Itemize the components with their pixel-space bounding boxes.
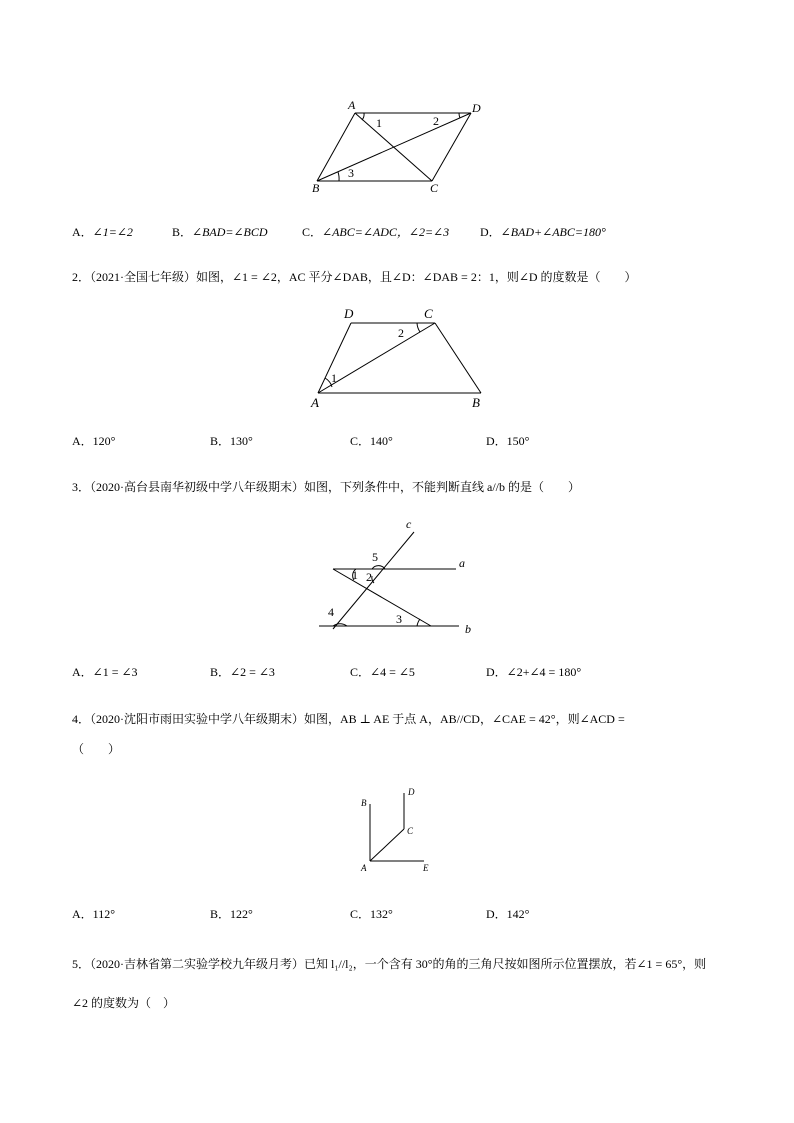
q4-options bbox=[72, 905, 752, 925]
label-B: B bbox=[312, 181, 320, 195]
q4-bracket: （ ） bbox=[72, 742, 121, 756]
q1-options bbox=[72, 223, 752, 243]
angle-3-label: 3 bbox=[396, 612, 402, 626]
angle-1-label: 1 bbox=[376, 116, 382, 130]
label-b: b bbox=[465, 622, 471, 636]
q2-option-b[interactable]: B．130° bbox=[210, 434, 253, 448]
label-c: c bbox=[406, 517, 412, 531]
q3-options bbox=[72, 663, 752, 683]
label-E: E bbox=[423, 863, 429, 873]
q3-option-a[interactable]: A．∠1 = ∠3 bbox=[72, 665, 138, 679]
q2-text: 2．（2021·全国七年级）如图，∠1 = ∠2，AC 平分∠DAB，且∠D：∠DAB = 2：1，则∠D 的度数是（ ） bbox=[72, 270, 637, 284]
label-a: a bbox=[459, 556, 465, 570]
q3-option-b[interactable]: B．∠2 = ∠3 bbox=[210, 665, 275, 679]
q1-option-a[interactable]: A．∠1=∠2 bbox=[72, 225, 133, 239]
figure-perpendicular bbox=[355, 785, 435, 875]
label-A: A bbox=[348, 98, 356, 112]
angle-1-label: 1 bbox=[352, 568, 358, 582]
angle-1-label: 1 bbox=[331, 371, 337, 385]
q4-option-a[interactable]: A．112° bbox=[72, 907, 116, 921]
q3-option-c[interactable]: C．∠4 = ∠5 bbox=[350, 665, 415, 679]
figure-parallelogram bbox=[305, 95, 505, 200]
angle-2-label: 2 bbox=[366, 570, 372, 584]
figure-trapezoid bbox=[305, 300, 495, 412]
label-C: C bbox=[430, 181, 439, 195]
q2-option-a[interactable]: A．120° bbox=[72, 434, 116, 448]
q3-option-d[interactable]: D．∠2+∠4 = 180° bbox=[486, 665, 582, 679]
q3-text: 3．（2020·高台县南华初级中学八年级期末）如图，下列条件中，不能判断直线 a//b 的是（ ） bbox=[72, 480, 580, 494]
label-B: B bbox=[472, 395, 480, 410]
q4-option-c[interactable]: C．132° bbox=[350, 907, 393, 921]
q5-text-line2: ∠2 的度数为（ ） bbox=[72, 996, 176, 1010]
q4-option-d[interactable]: D．142° bbox=[486, 907, 530, 921]
angle-2-label: 2 bbox=[398, 326, 404, 340]
angle-3-label: 3 bbox=[348, 166, 354, 180]
q1-option-d[interactable]: D．∠BAD+∠ABC=180° bbox=[480, 225, 606, 239]
label-A: A bbox=[361, 863, 367, 873]
label-B: B bbox=[361, 798, 367, 808]
label-C: C bbox=[424, 306, 433, 321]
angle-5-label: 5 bbox=[372, 550, 378, 564]
q2-option-c[interactable]: C．140° bbox=[350, 434, 393, 448]
label-D: D bbox=[408, 787, 415, 797]
label-D: D bbox=[344, 306, 354, 321]
figure-parallel-lines bbox=[312, 512, 490, 638]
q1-option-c[interactable]: C．∠ABC=∠ADC，∠2=∠3 bbox=[302, 225, 450, 239]
label-C: C bbox=[407, 826, 414, 836]
label-A: A bbox=[311, 395, 319, 410]
q2-options bbox=[72, 432, 752, 452]
q5-text: 5．（2020·吉林省第二实验学校九年级月考）已知 l₁//l₂，一个含有 30°的角的三角尺按如图所示位置摆放，若∠1 = 65°，则 bbox=[72, 957, 707, 971]
q2-option-d[interactable]: D．150° bbox=[486, 434, 530, 448]
q1-option-b[interactable]: B．∠BAD=∠BCD bbox=[172, 225, 268, 239]
label-D: D bbox=[472, 101, 481, 115]
angle-4-label: 4 bbox=[328, 605, 334, 619]
q4-option-b[interactable]: B．122° bbox=[210, 907, 253, 921]
angle-2-label: 2 bbox=[433, 114, 439, 128]
q4-text: 4．（2020·沈阳市雨田实验中学八年级期末）如图，AB ⊥ AE 于点 A，AB//CD，∠CAE = 42°，则∠ACD = bbox=[72, 712, 625, 726]
